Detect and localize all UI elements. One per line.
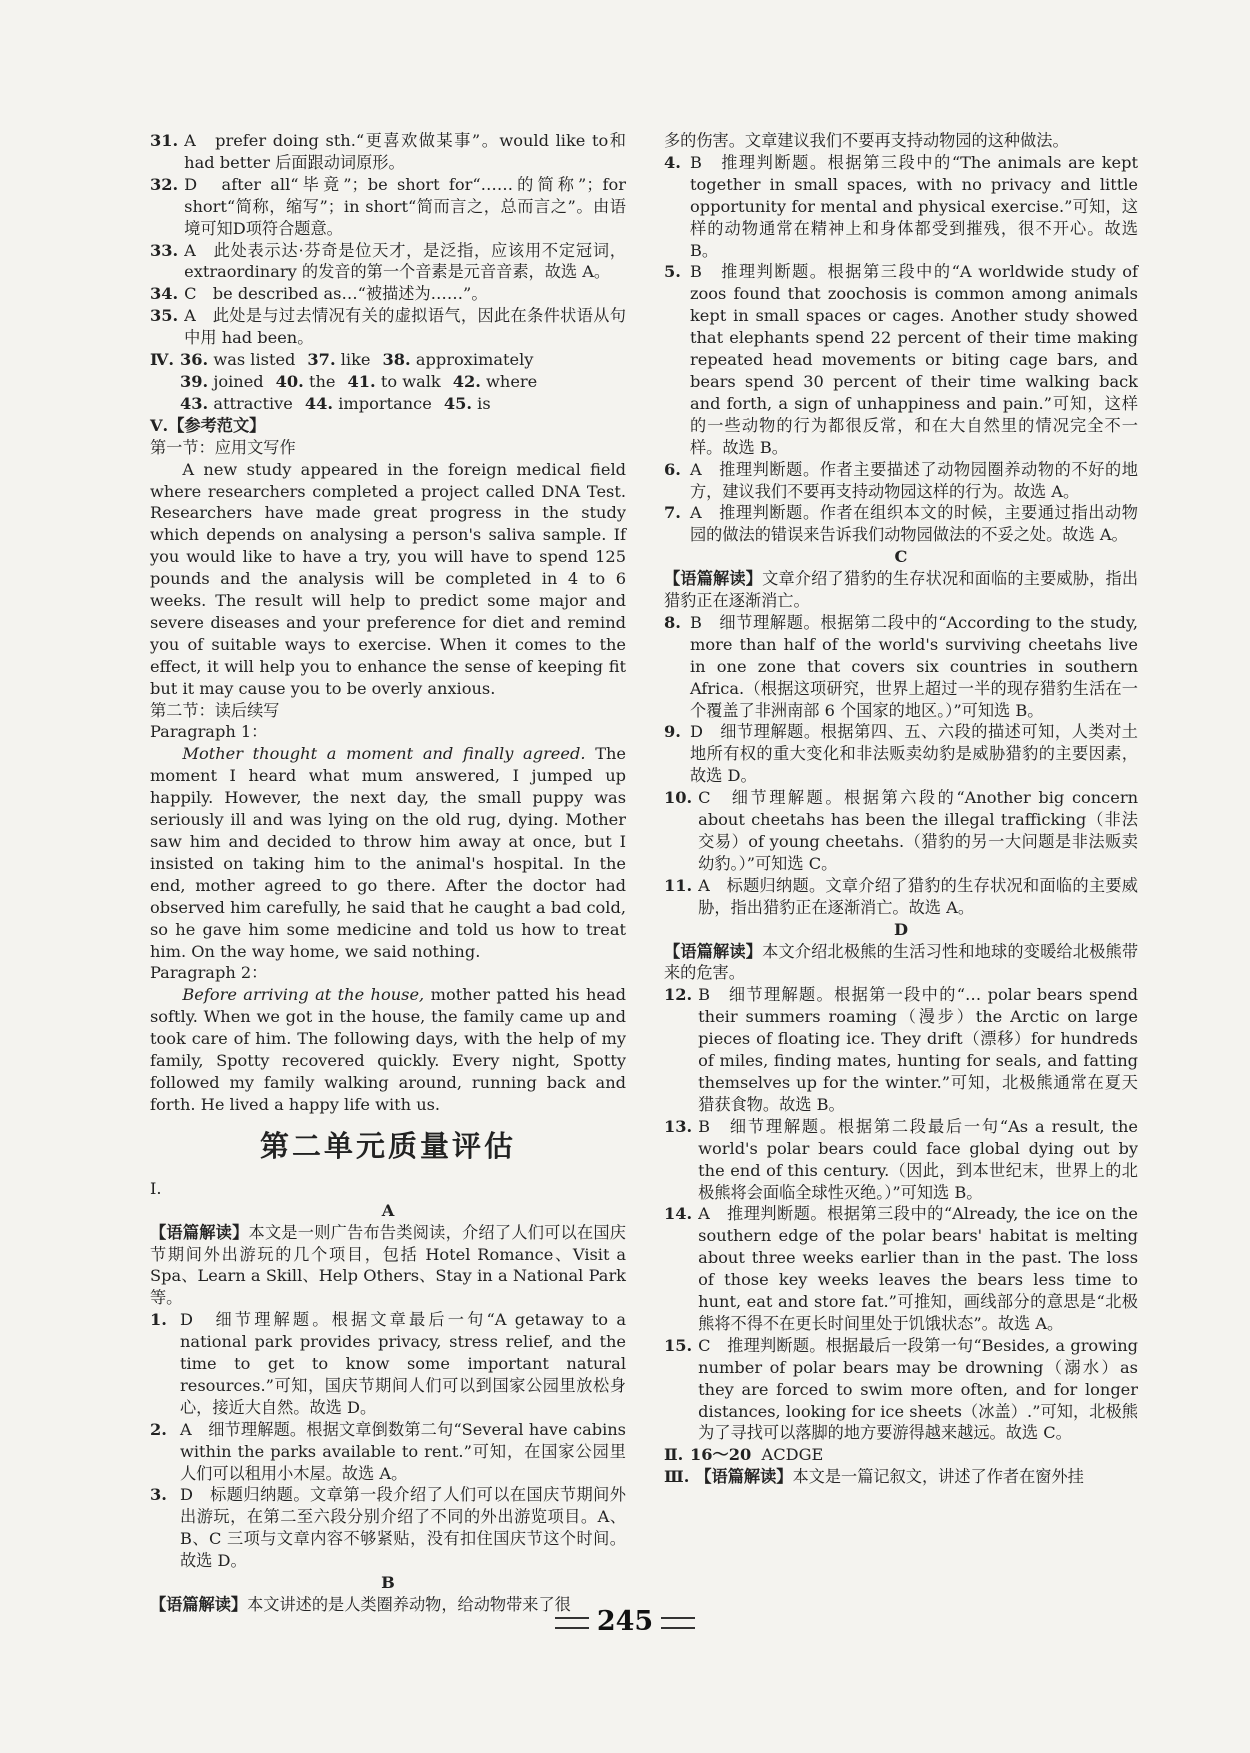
fill-answer: 43. attractive (180, 393, 293, 413)
item-number: 10. (664, 788, 693, 808)
item-number: 14. (664, 1204, 693, 1224)
section-3 (664, 1466, 1138, 1488)
item-number: 32. (150, 174, 179, 194)
answer-item (664, 875, 1138, 919)
item-text: D 细节理解题。根据文章最后一句“A getaway to a national park provides privacy, stress relief, and the time to get to know some important natural resources.”可知，国庆节期间人们可以到国家公园里放松身心，接近大自然。故选 D。 (180, 1310, 626, 1417)
passage-d-intro: 【语篇解读】本文介绍北极熊的生活习性和地球的变暖给北极熊带来的危害。 (664, 941, 1139, 983)
paragraph-2-lead: Before arriving at the house, (182, 985, 425, 1005)
passage-b-intro-continued: 多的伤害。文章建议我们不要再支持动物园的这种做法。 (664, 131, 1069, 150)
item-text: D 细节理解题。根据第四、五、六段的描述可知，人类对土地所有权的重大变化和非法贩卖幼豹是威胁猎豹的主要因素，故选 D。 (690, 722, 1138, 786)
answer-item (150, 1484, 626, 1572)
item-number: 5. (664, 262, 681, 282)
paragraph-1-text: The moment I heard what mum answered, I jumped up happily. However, the next day, the small puppy was seriously ill and was lying on the old rug, dying. Mother saw him and decided to throw him away at once, but I insisted on taking him to the animal's hospital. In the end, mother agreed to go there. After the doctor had observed him carefully, he said that he caught a bad cold, so he gave him some medicine and told us how to treat him. On the way home, we said nothing. (150, 744, 627, 961)
left-column (150, 130, 626, 1616)
item-text: A 细节理解题。根据文章倒数第二句“Several have cabins within the parks available to rent.”可知，在国家公园里人们可以租用小木屋。故选 A。 (180, 1419, 626, 1483)
model-essay-1: A new study appeared in the foreign medical field where researchers completed a project called DNA Test. Researchers have made great progress in the study which depends on analysing a person's saliva sample. If you would like to have a try, you will have to spend 125 pounds and the analysis will be completed in 4 to 6 weeks. The result will help to predict some major and severe diseases and your preference for diet and remind you of suitable ways to exercise. When it comes to the effect, it will help you to enhance the sense of keeping fit but it may cause you to be overly anxious. (150, 459, 626, 698)
item-number: 33. (150, 240, 179, 260)
answer-row (180, 349, 626, 371)
section-3-intro: 【语篇解读】本文是一篇记叙文，讲述了作者在窗外挂 (695, 1467, 1084, 1487)
section-4 (150, 349, 626, 415)
item-number: 35. (150, 306, 179, 326)
item-text: B 细节理解题。根据第二段最后一句“As a result, the world's polar bears could face global dying out by the end of this century.（因此，到本世纪末，世界上的北极熊将会面临全球性灭绝。）”可知选 B。 (698, 1116, 1138, 1202)
item-text: C 推理判断题。根据最后一段第一句“Besides, a growing number of polar bears may be drowning（溺水）as they are forced to swim more often, and for longer distances, looking for ice sheets（冰盖）.”可知，北极熊为了寻找可以落脚的地方要游得越来越远。故选 C。 (698, 1335, 1138, 1443)
item-number: 7. (664, 503, 681, 523)
item-text: A 此处表示达·芬奇是位天才，是泛指，应该用不定冠词，extraordinary 的发音的第一个音素是元音音素，故选 A。 (184, 240, 626, 282)
unit-title: 第二单元质量评估 (259, 1128, 516, 1163)
item-number: 31. (150, 131, 179, 150)
answer-item (664, 261, 1138, 458)
section-2-answers: 16～20 ACDGE (690, 1445, 824, 1465)
answer-item (150, 305, 626, 349)
answer-item (664, 787, 1138, 875)
passage-a-label: A (381, 1200, 395, 1220)
fill-answer: 39. joined (180, 371, 264, 391)
answer-item (150, 130, 626, 174)
answer-item (150, 174, 626, 240)
paragraph-1-label: Paragraph 1： (150, 722, 268, 742)
item-number: 9. (664, 722, 681, 742)
fill-answer: 44. importance (304, 393, 432, 413)
page-footer (0, 1606, 1250, 1637)
answer-item (664, 984, 1138, 1115)
answer-row (180, 371, 626, 393)
footer-ornament-left (555, 1617, 589, 1629)
answer-item (150, 240, 626, 284)
answer-item (664, 459, 1138, 503)
answer-item (664, 152, 1138, 262)
section-2 (664, 1444, 1138, 1466)
section-label: Ⅳ. (150, 350, 175, 370)
item-number: 12. (664, 985, 693, 1005)
paragraph-1-lead: Mother thought a moment and finally agreed. (182, 744, 586, 764)
item-number: 1. (150, 1310, 167, 1330)
right-column (664, 130, 1138, 1488)
part-2-title: 第二节：读后续写 (150, 700, 280, 720)
item-text: A prefer doing sth.“更喜欢做某事”。would like to和 had better 后面跟动词原形。 (184, 131, 626, 172)
fill-answer: 42. where (452, 371, 538, 391)
item-text: D 标题归纳题。文章第一段介绍了人们可以在国庆节期间外出游玩，在第二至六段分别介绍了不同的外出游览项目。A、B、C 三项与文章内容不够紧贴，没有扣住国庆节这个时间。故选 D。 (180, 1485, 626, 1571)
answer-item (150, 283, 626, 305)
paragraph-1 (150, 743, 626, 962)
answer-item (664, 1203, 1138, 1334)
answer-item (664, 1335, 1138, 1445)
item-number: 11. (664, 875, 693, 895)
item-text: B 推理判断题。根据第三段中的“A worldwide study of zoos found that zoochosis is common among animals kept in small spaces or cages. Another study showed that elephants spend 22 percent of their time making repeated head movements or biting cage bars, and bears spend 30 percent of their time walking back and forth, a sign of unhappiness and pain.”可知，这样的一些动物的行为都很反常，和在大自然里的情况完全不一样。故选 B。 (690, 262, 1138, 457)
item-text: C 细节理解题。根据第六段的“Another big concern about cheetahs has been the illegal trafficking（非法交易）of young cheetahs.（猎豹的另一大问题是非法贩卖幼豹。）”可知选 C。 (698, 788, 1138, 873)
item-text: B 细节理解题。根据第一段中的“… polar bears spend their summers roaming（漫步）the Arctic on large pieces of floating ice. They drift（漂移）for hundreds of miles, finding mates, hunting for seals, and fatting themselves up for the winter.”可知，北极熊通常在夏天猎获食物。故选 B。 (698, 985, 1138, 1114)
section-label: Ⅲ. (664, 1467, 690, 1487)
item-text: B 细节理解题。根据第二段中的“According to the study, more than half of the world's surviving cheetahs live in one zone that covers six countries in southern Africa.（根据这项研究，世界上超过一半的现存猎豹生活在一个覆盖了非洲南部 6 个国家的地区。）”可知选 B。 (690, 612, 1138, 720)
answer-item (664, 502, 1138, 546)
fill-answer: 37. like (307, 350, 371, 370)
page-number: 245 (596, 1606, 654, 1637)
passage-c-label: C (894, 547, 908, 567)
part-1-title: 第一节：应用文写作 (150, 437, 296, 457)
fill-answer: 45. is (443, 393, 491, 413)
fill-in-answers (180, 349, 626, 415)
item-text: A 推理判断题。根据第三段中的“Already, the ice on the southern edge of the polar bears' habitat is melting about three weeks earlier than in the past. The loss of those key weeks leaves the bears less time to hunt, eat and store fat.”可推知，画线部分的意思是“北极熊将不得不在更长时间里处于饥饿状态”。故选 A。 (698, 1204, 1138, 1333)
item-text: B 推理判断题。根据第三段中的“The animals are kept together in small spaces, with no privacy and little opportunity for mental and physical exercise.”可知，这样的动物通常在精神上和身体都受到摧残，很不开心。故选 B。 (690, 152, 1138, 260)
answer-item (664, 1116, 1138, 1204)
fill-answer: 38. approximately (382, 350, 534, 370)
section-5-label: Ⅴ.【参考范文】 (150, 415, 266, 435)
passage-b-label: B (381, 1573, 395, 1593)
fill-answer: 36. was listed (180, 350, 296, 370)
item-number: 34. (150, 284, 179, 304)
answer-row (180, 393, 626, 415)
passage-a-intro: 【语篇解读】本文是一则广告布告类阅读，介绍了人们可以在国庆节期间外出游玩的几个项目，包括 Hotel Romance、Visit a Spa、Learn a Skill、Help Others、Stay in a National Park 等。 (150, 1222, 626, 1308)
fill-answer: 41. to walk (347, 371, 441, 391)
passage-b-intro: 【语篇解读】本文讲述的是人类圈养动物，给动物带来了很 (150, 1595, 571, 1614)
section-label: Ⅱ. (664, 1445, 684, 1465)
item-text: A 推理判断题。作者在组织本文的时候，主要通过指出动物园的做法的错误来告诉我们动物园做法的不妥之处。故选 A。 (690, 503, 1138, 545)
item-number: 15. (664, 1335, 693, 1355)
item-text: A 推理判断题。作者主要描述了动物园圈养动物的不好的地方，建议我们不要再支持动物园这样的行为。故选 A。 (690, 459, 1138, 501)
item-text: D after all“毕竟”；be short for“……的简称”；for short“简称，缩写”；in short“简而言之，总而言之”。由语境可知D项符合题意。 (184, 174, 626, 238)
item-text: A 标题归纳题。文章介绍了猎豹的生存状况和面临的主要威胁，指出猎豹正在逐渐消亡。故选 A。 (698, 875, 1138, 917)
item-text: A 此处是与过去情况有关的虚拟语气，因此在条件状语从句中用 had been。 (184, 306, 626, 348)
passage-d-label: D (893, 919, 909, 939)
item-number: 2. (150, 1419, 167, 1439)
passage-c-intro: 【语篇解读】文章介绍了猎豹的生存状况和面临的主要威胁，指出猎豹正在逐渐消亡。 (664, 569, 1139, 611)
answer-item (664, 721, 1138, 787)
item-number: 3. (150, 1485, 167, 1505)
item-number: 8. (664, 612, 681, 632)
item-number: 6. (664, 459, 681, 479)
item-text: C be described as…“被描述为……”。 (184, 284, 488, 304)
paragraph-2-label: Paragraph 2： (150, 963, 268, 983)
answer-item (150, 1419, 626, 1485)
paragraph-2-text: mother patted his head softly. When we got in the house, the family came up and took care of him. The following days, with the help of my family, Spotty recovered quickly. Every night, Spotty followed my family walking around, running back and forth. He lived a happy life with us. (150, 985, 626, 1114)
item-number: 4. (664, 152, 681, 172)
footer-ornament-right (661, 1617, 695, 1629)
section-1-label: Ⅰ. (150, 1178, 162, 1198)
item-number: 13. (664, 1116, 693, 1136)
fill-answer: 40. the (275, 371, 336, 391)
answer-item (150, 1309, 626, 1419)
paragraph-2 (150, 984, 626, 1115)
answer-item (664, 612, 1138, 722)
